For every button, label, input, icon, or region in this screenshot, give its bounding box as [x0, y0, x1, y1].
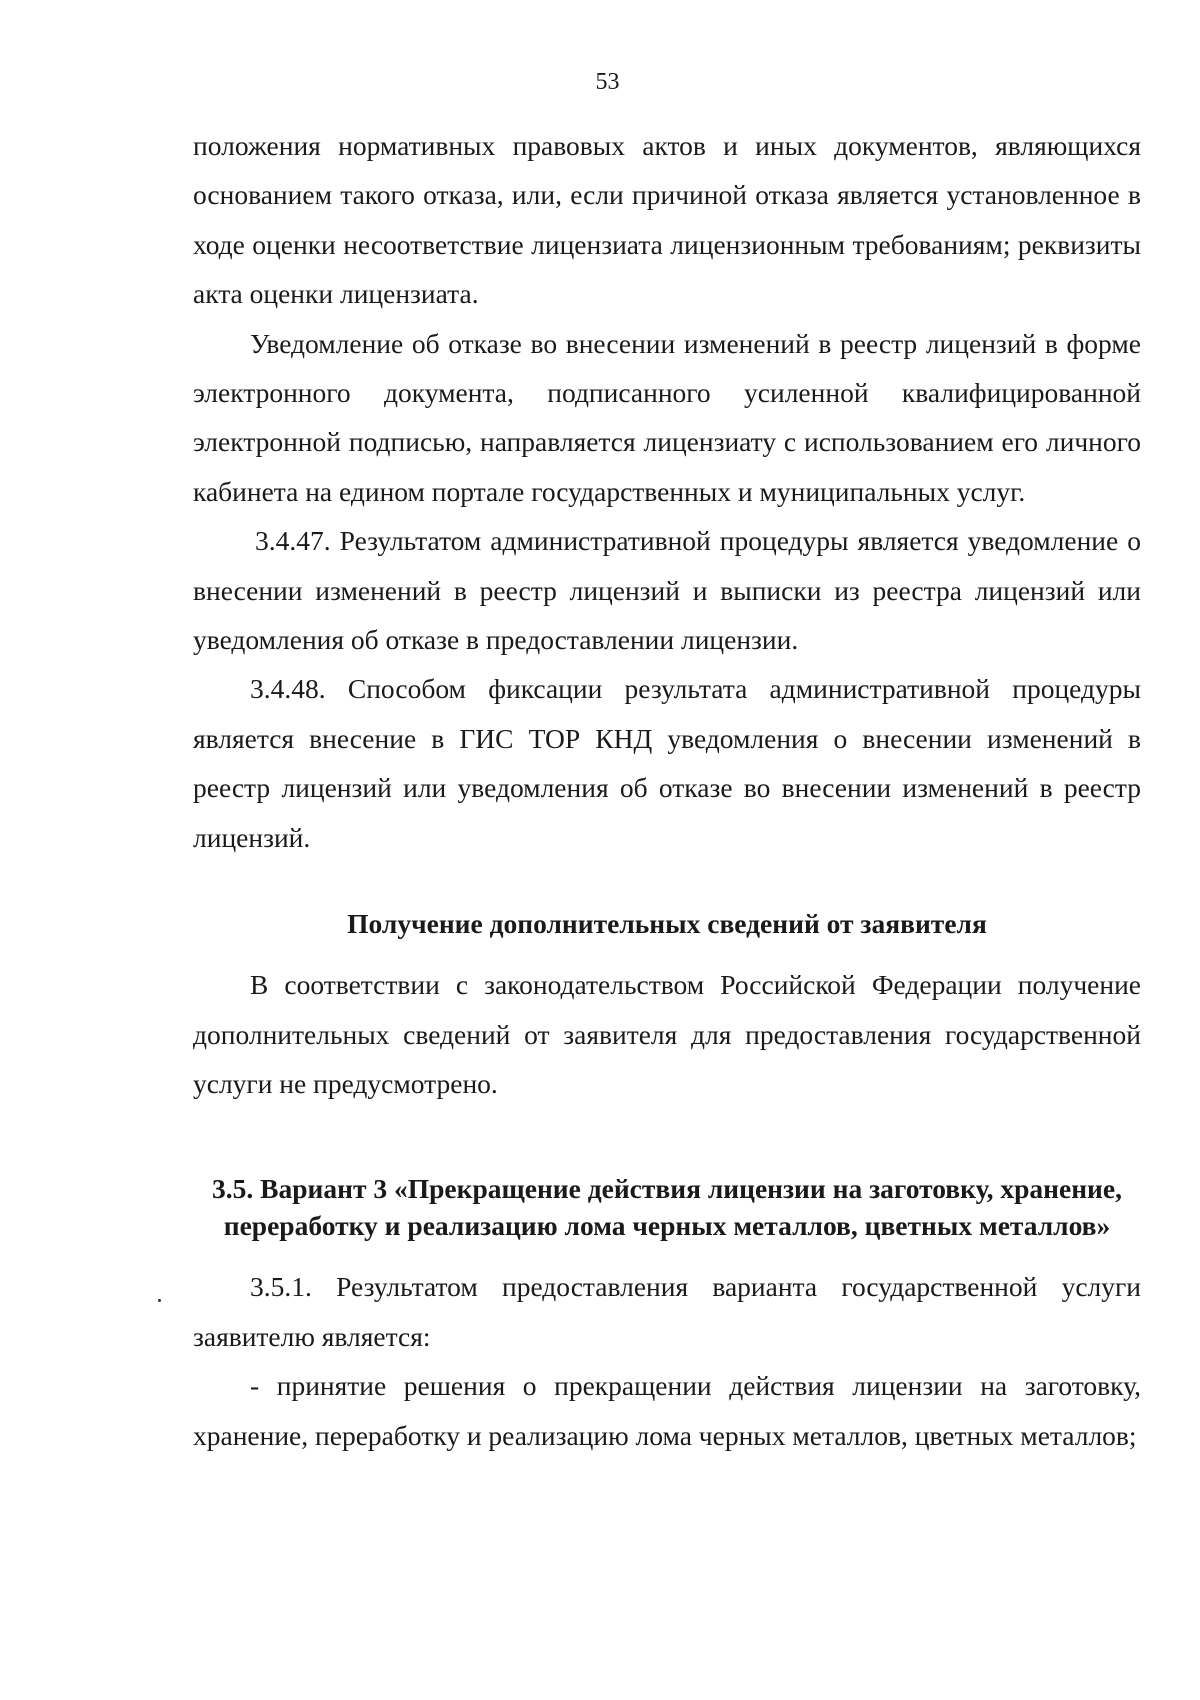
paragraph-3-4-48: 3.4.48. Способом фиксации результата административной процедуры является внесение в ГИС ТОР КНД уведомления о внесении изменений в реестр лицензий или уведомления об отказе во внесении изменений в реестр лицензий.	[193, 673, 1141, 853]
section-heading-additional-info: Получение дополнительных сведений от заявителя	[347, 908, 987, 940]
scan-mark	[158, 1299, 161, 1302]
page-body	[193, 121, 1141, 1460]
paragraph-3-4-47: 3.4.47. Результатом административной процедуры является уведомление о внесении изменений в реестр лицензий и выписки из реестра лицензий или уведомления об отказе в предоставлении лицензии.	[193, 525, 1141, 656]
paragraph-3-5-1: 3.5.1. Результатом предоставления варианта государственной услуги заявителю является:	[193, 1271, 1141, 1352]
list-item-decision: - принятие решения о прекращении действия лицензии на заготовку, хранение, переработку и реализацию лома черных металлов, цветных металлов;	[193, 1370, 1141, 1451]
section-heading-variant-3: 3.5. Вариант 3 «Прекращение действия лицензии на заготовку, хранение, переработку и реализацию лома черных металлов, цветных металлов»	[212, 1173, 1122, 1242]
paragraph-continuation: положения нормативных правовых актов и иных документов, являющихся основанием такого отказа, или, если причиной отказа является установленное в ходе оценки несоответствие лицензиата лицензионным требованиям; реквизиты акта оценки лицензиата.	[193, 130, 1141, 310]
paragraph-refusal-notice: Уведомление об отказе во внесении изменений в реестр лицензий в форме электронного документа, подписанного усиленной квалифицированной электронной подписью, направляется лицензиату с использованием его личного кабинета на едином портале государственных и муниципальных услуг.	[193, 327, 1141, 507]
paragraph-additional-info: В соответствии с законодательством Российской Федерации получение дополнительных сведений от заявителя для предоставления государственной услуги не предусмотрено.	[193, 969, 1141, 1099]
page-number: 53	[595, 69, 620, 95]
